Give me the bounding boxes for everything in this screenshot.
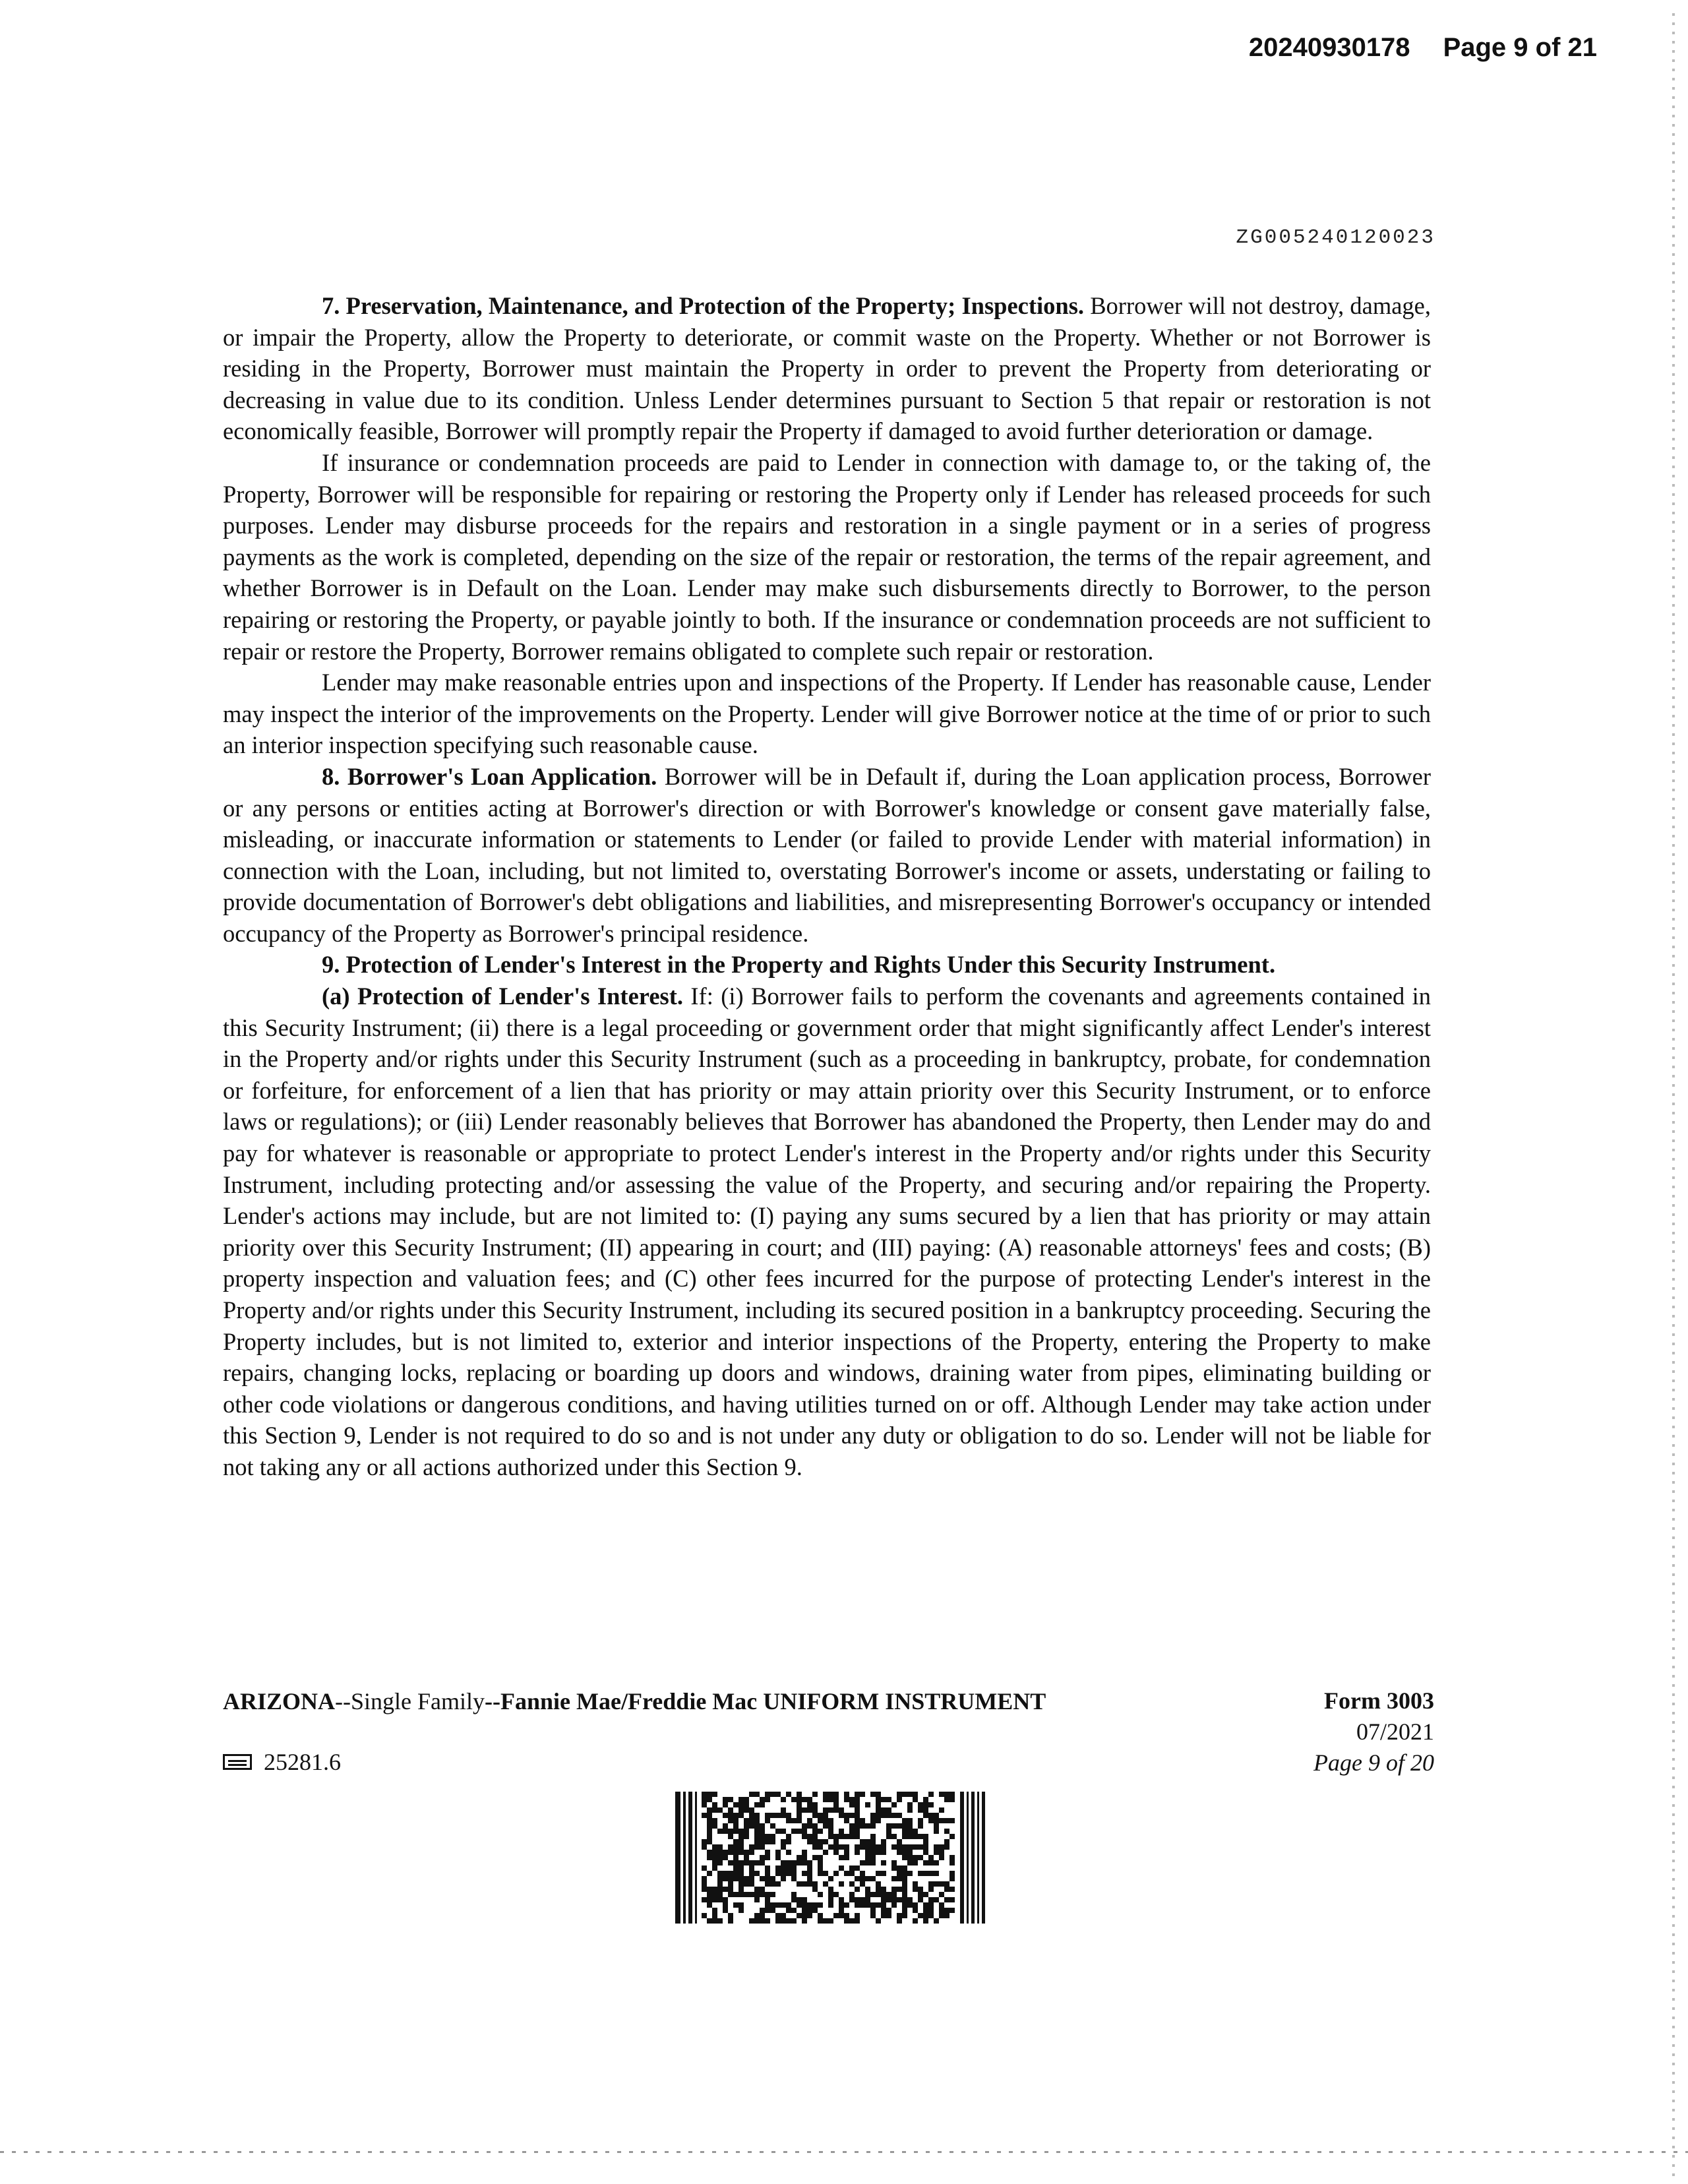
section-heading: 8. Borrower's Loan Application. <box>322 762 657 790</box>
paragraph-text: Borrower will not destroy, damage, or impair the Property, allow the Property to deteriorate, or commit waste on the Property. Whether or not Borrower is residing in the Property, Borrower must maintain the Property in order to prevent the Property from deteriorating or decreasing in value due to its condition. Unless Lender determines pursuant to Section 5 that repair or restoration is not economically feasible, Borrower will promptly repair the Property if damaged to avoid further deterioration or damage. <box>223 292 1431 445</box>
paragraph-section-9a <box>223 981 1431 1483</box>
barcode-matrix <box>702 1792 955 1924</box>
recording-header <box>1249 33 1597 63</box>
footer-family: Single Family <box>351 1688 485 1714</box>
form-date: 07/2021 <box>1356 1718 1434 1745</box>
document-code <box>223 1746 341 1778</box>
barcode-right-guard <box>960 1792 985 1924</box>
footer-separator: -- <box>485 1688 500 1714</box>
section-heading: 9. Protection of Lender's Interest in the Property and Rights Under this Security Instrument. <box>322 951 1276 979</box>
form-number: Form 3003 <box>1324 1687 1434 1714</box>
paragraph-inspections <box>223 667 1431 761</box>
barcode <box>675 1792 985 1924</box>
form-footer-info <box>1313 1685 1434 1778</box>
document-body <box>223 290 1431 1483</box>
loan-id: ZG005240120023 <box>1236 226 1435 249</box>
paragraph-text: If: (i) Borrower fails to perform the covenants and agreements contained in this Security Instrument; (ii) there is a legal proceeding or government order that might significantly affect Lender's interest in the Property and/or rights under this Security Instrument (such as a proceeding in bankruptcy, probate, for condemnation or forfeiture, for enforcement of a lien that has priority or may attain priority over this Security Instrument, or to enforce laws or regulations); or (iii) Lender reasonably believes that Borrower has abandoned the Property, then Lender may do and pay for whatever is reasonable or appropriate to protect Lender's interest in the Property and/or rights under this Security Instrument, including protecting and/or assessing the value of the Property, and securing and/or repairing the Property. Lender's actions may include, but are not limited to: (I) paying any sums secured by a lien that has priority or may attain priority over this Security Instrument; (II) appearing in court; and (III) paying: (A) reasonable attorneys' fees and costs; (B) property inspection and valuation fees; and (C) other fees incurred for the purpose of protecting Lender's interest in the Property and/or rights under this Security Instrument, including its secured position in a bankruptcy proceeding. Securing the Property includes, but is not limited to, exterior and interior inspections of the Property, entering the Property to make repairs, changing locks, replacing or boarding up doors and windows, draining water from pipes, eliminating building or other code violations or dangerous conditions, and having utilities turned on or off. Although Lender may take action under this Section 9, Lender is not required to do so and is not under any duty or obligation to do so. Lender will not be liable for not taking any or all actions authorized under this Section 9. <box>223 983 1432 1480</box>
paragraph-text: Lender may make reasonable entries upon and inspections of the Property. If Lender has reasonable cause, Lender may inspect the interior of the improvements on the Property. Lender will give Borrower notice at the time of or prior to such an interior inspection specifying such reasonable cause. <box>223 669 1431 759</box>
recording-number: 20240930178 <box>1248 33 1410 62</box>
footer-instrument: Fannie Mae/Freddie Mac UNIFORM INSTRUMENT <box>500 1688 1046 1714</box>
scan-artifact <box>1672 13 1675 2176</box>
paragraph-text: If insurance or condemnation proceeds are paid to Lender in connection with damage to, or the taking of, the Property, Borrower will be responsible for repairing or restoring the Property only if Lender has released proceeds for such purposes. Lender may disburse proceeds for the repairs and restoration in a single payment or in a series of progress payments as the work is completed, depending on the size of the repair or restoration, the terms of the repair agreement, and whether Borrower is in Default on the Loan. Lender may make such disbursements directly to Borrower, to the person repairing or restoring the Property, or payable jointly to both. If the insurance or condemnation proceeds are not sufficient to repair or restore the Property, Borrower remains obligated to complete such repair or restoration. <box>223 448 1431 665</box>
section-heading: 7. Preservation, Maintenance, and Protection of the Property; Inspections. <box>322 292 1085 319</box>
document-code-number: 25281.6 <box>264 1749 341 1775</box>
subsection-heading: (a) Protection of Lender's Interest. <box>322 983 684 1010</box>
page-indicator: Page 9 of 21 <box>1443 33 1597 62</box>
paragraph-section-7 <box>223 290 1431 447</box>
barcode-left-guard <box>675 1792 697 1924</box>
footer-state: ARIZONA <box>223 1688 336 1714</box>
paragraph-section-8 <box>223 761 1431 950</box>
footer-separator: -- <box>335 1688 351 1714</box>
scan-artifact <box>0 2151 1688 2153</box>
form-footer-title <box>223 1685 1046 1717</box>
paragraph-text: Borrower will be in Default if, during the Loan application process, Borrower or any persons or entities acting at Borrower's direction or with Borrower's knowledge or consent gave materially false, misleading, or inaccurate information or statements to Lender (or failed to provide Lender with material information) in connection with the Loan, including, but not limited to, overstating Borrower's income or assets, understating or failing to provide documentation of Borrower's debt obligations and liabilities, and misrepresenting Borrower's occupancy or intended occupancy of the Property as Borrower's principal residence. <box>223 762 1431 947</box>
paragraph-insurance-proceeds <box>223 447 1431 667</box>
ex-document-icon <box>223 1754 252 1770</box>
form-page: Page 9 of 20 <box>1313 1749 1434 1776</box>
paragraph-section-9 <box>223 949 1431 981</box>
